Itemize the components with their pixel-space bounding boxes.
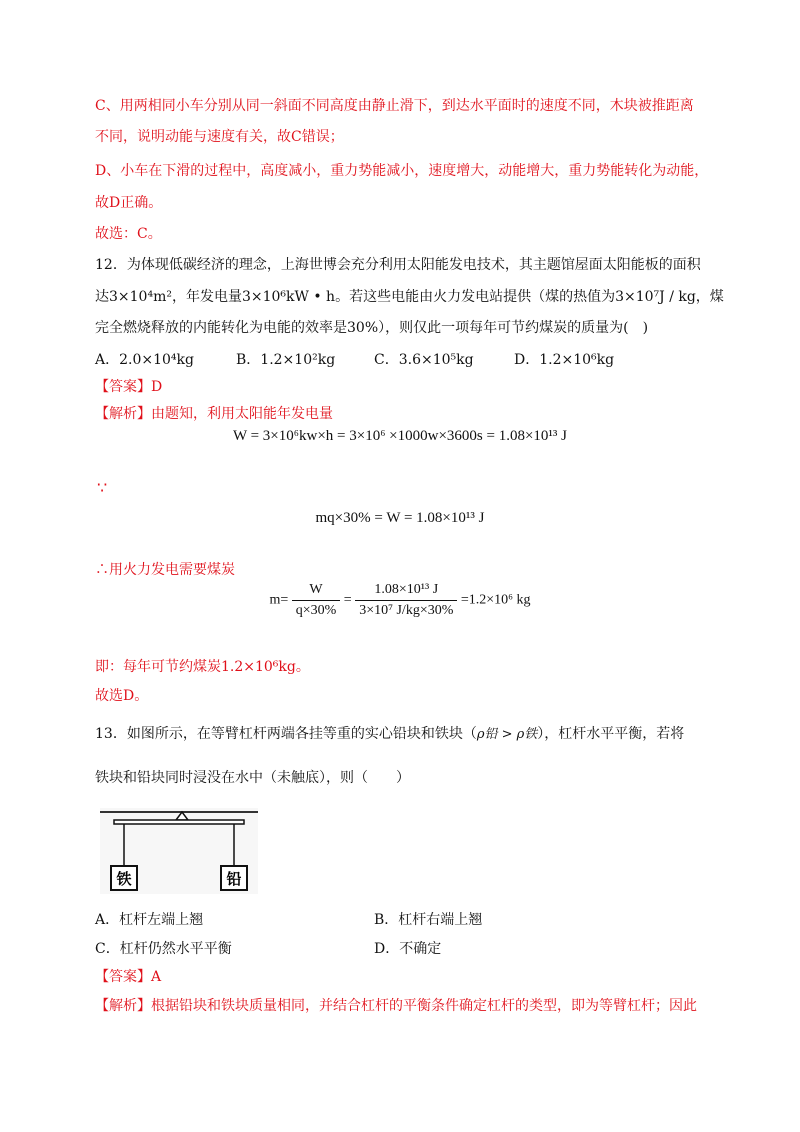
q12-option-c: C．3.6×10⁵kg [374, 352, 474, 368]
prev-option-d-line1: D、小车在下滑的过程中，高度减小，重力势能减小，速度增大，动能增大，重力势能转化为动能， [95, 163, 709, 179]
q12-equation-2: mq×30% = W = 1.08×10¹³ J [315, 510, 485, 526]
because-symbol: ∵ [97, 478, 108, 497]
answer-value: A [151, 969, 162, 985]
eq3-lhs: m= [269, 592, 289, 608]
eq3-equals: = [343, 592, 352, 608]
eq3-rhs: =1.2×10⁶ kg [460, 592, 531, 608]
analysis-text: 由题知，利用太阳能年发电量 [151, 406, 333, 422]
q13-analysis-row [95, 996, 697, 1016]
q13-line2: 铁块和铅块同时浸没在水中（未触底），则（ ） [95, 770, 410, 786]
q12-conclusion: 即：每年可节约煤炭1.2×10⁶kg。 [95, 659, 310, 675]
density-condition: ρ铅 > ρ铁 [476, 727, 538, 742]
q12-option-d: D．1.2×10⁶kg [514, 352, 615, 368]
answer-tag: 【答案】 [95, 969, 151, 985]
lever-bar [114, 820, 244, 824]
analysis-text: 根据铅块和铁块质量相同，并结合杠杆的平衡条件确定杠杆的类型，即为等臂杠杆；因此 [151, 998, 697, 1014]
q13-option-c: C．杠杆仍然水平平衡 [95, 941, 232, 957]
q13-option-d: D．不确定 [374, 941, 442, 957]
q13-option-b: B．杠杆右端上翘 [374, 912, 483, 928]
q12-choose: 故选D。 [95, 688, 149, 704]
q13-option-a: A．杠杆左端上翘 [95, 912, 204, 928]
prev-option-c-line2: 不同，说明动能与速度有关，故C错误； [95, 129, 344, 145]
eq3-numerator-2: 1.08×10¹³ J [355, 582, 457, 601]
eq3-fraction-2 [355, 582, 457, 619]
iron-block-label: 铁 [116, 870, 132, 888]
q12-option-a: A．2.0×10⁴kg [95, 352, 194, 368]
eq3-fraction-1 [292, 582, 341, 619]
analysis-tag: 【解析】 [95, 406, 151, 422]
q13-line1-end: ），杠杆水平平衡，若将 [537, 726, 685, 742]
lead-block-label: 铅 [226, 870, 242, 888]
q12-line3: 完全燃烧释放的内能转化为电能的效率是30%），则仅此一项每年可节约煤炭的质量为( ) [95, 320, 649, 336]
prev-option-c-line1: C、用两相同小车分别从同一斜面不同高度由静止滑下，到达水平面时的速度不同，木块被推距离 [95, 98, 694, 114]
q12-equation-3 [0, 582, 800, 619]
q12-line2: 达3×10⁴m²，年发电量3×10⁶kW • h。若这些电能由火力发电站提供（煤的热值为3×10⁷J / kg，煤 [95, 289, 724, 305]
eq3-numerator-1: W [292, 582, 341, 601]
eq3-denominator-1: q×30% [295, 603, 337, 618]
q12-equation-1: W = 3×10⁶kw×h = 3×10⁶ ×1000w×3600s = 1.08×10¹³ J [232, 428, 568, 444]
answer-tag: 【答案】 [95, 379, 151, 395]
prev-option-d-line2: 故D正确。 [95, 195, 163, 211]
q12-analysis-row [95, 404, 333, 424]
q12-line1: 12．为体现低碳经济的理念，上海世博会充分利用太阳能发电技术，其主题馆屋面太阳能板的面积 [95, 257, 701, 273]
q13-line1-start: 13．如图所示，在等臂杠杆两端各挂等重的实心铅块和铁块（ [95, 726, 477, 742]
q12-therefore: ∴用火力发电需要煤炭 [95, 562, 235, 578]
analysis-tag: 【解析】 [95, 998, 151, 1014]
answer-value: D [151, 379, 163, 395]
eq3-denominator-2: 3×10⁷ J/kg×30% [359, 603, 454, 618]
q12-option-b: B．1.2×10²kg [236, 352, 336, 368]
prev-choose: 故选：C。 [95, 226, 162, 242]
lever-figure [100, 808, 258, 894]
q13-line1 [95, 724, 684, 745]
q13-answer-row [95, 967, 161, 987]
q12-answer-row [95, 377, 162, 397]
